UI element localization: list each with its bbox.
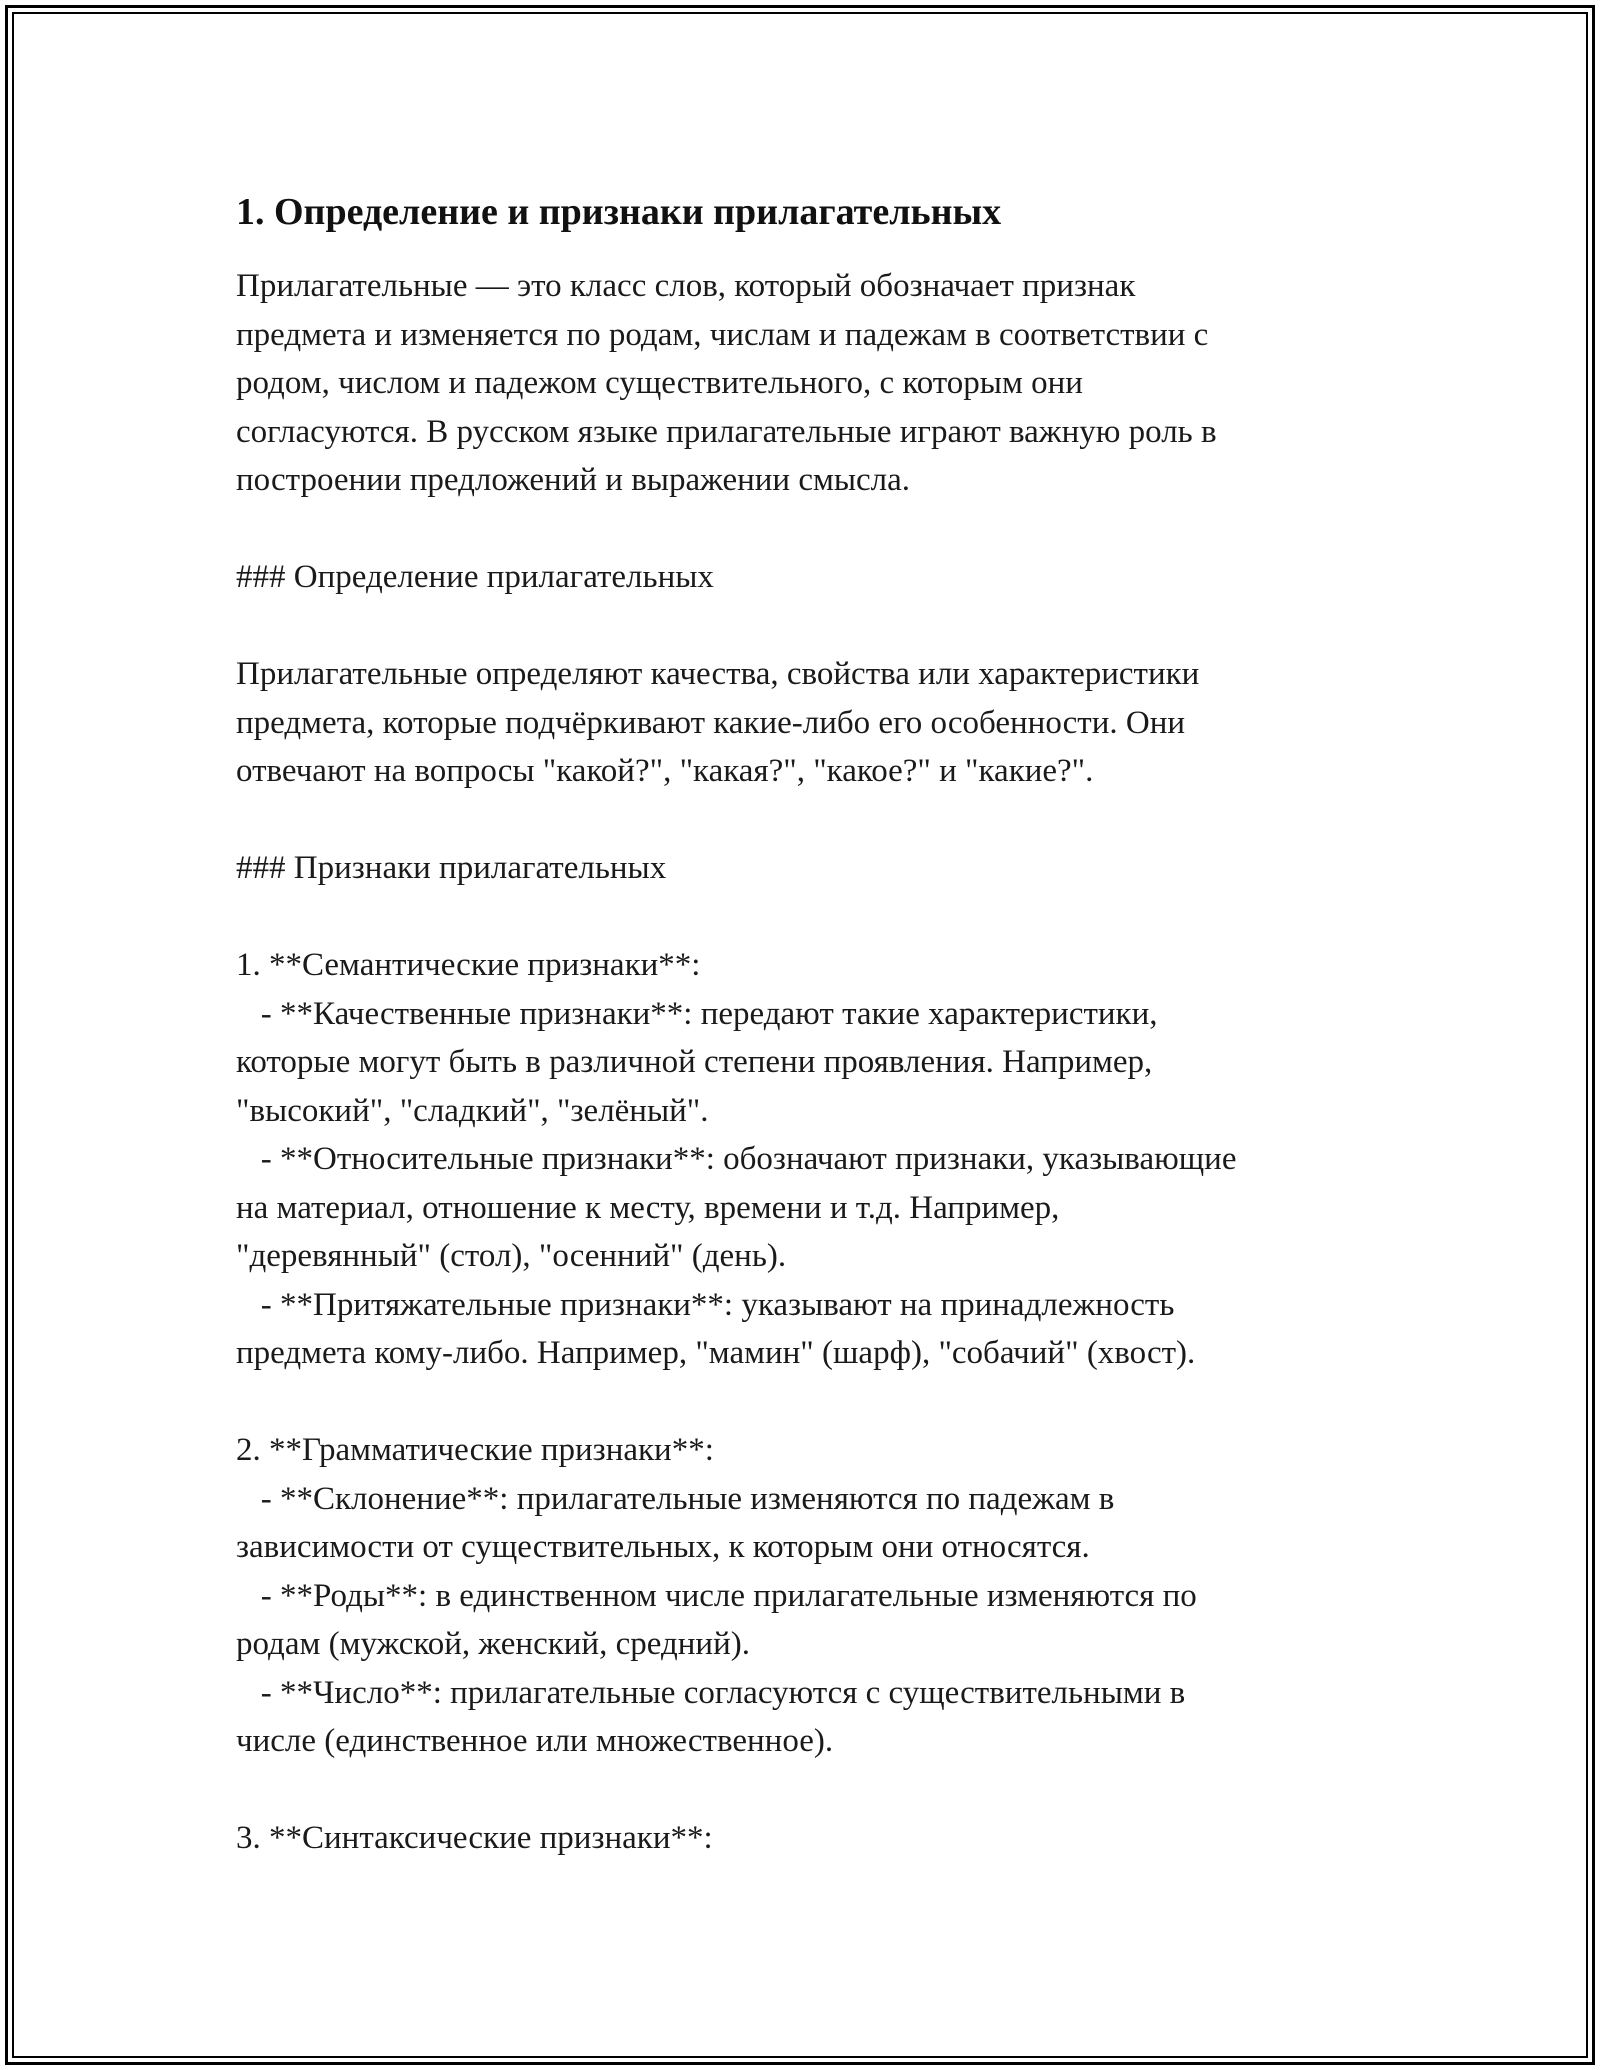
semantic-features-list: 1. **Семантические признаки**: - **Качественные признаки**: передают такие характеристики, которые могут быть в различной степени проявления. Например, "высокий", "сладкий", "зелёный". - **Относительные признаки**: обозначают признаки, указывающие на материал, отношение к месту, времени и т.д. Например, "деревянный" (стол), "осенний" (день). - **Притяжательные признаки**: указывают на принадлежность предмета кому-либо. Например, "мамин" (шарф), "собачий" (хвост). (236, 947, 1237, 1371)
paragraph-spacer (236, 1766, 1366, 1815)
document-body (236, 188, 1366, 1863)
syntactic-features-heading: 3. **Синтаксические признаки**: (236, 1820, 713, 1856)
paragraph-spacer (236, 602, 1366, 651)
paragraph-spacer (236, 893, 1366, 942)
intro-paragraph: Прилагательные — это класс слов, который обозначает признак предмета и изменяется по родам, числам и падежам в соответствии с родом, числом и падежом существительного, с которым они согласуются. В русском языке прилагательные играют важную роль в построении предложений и выражении смысла. (236, 268, 1217, 498)
section-heading-definition: ### Определение прилагательных (236, 559, 714, 595)
section-heading-features: ### Признаки прилагательных (236, 850, 667, 886)
grammatical-features-list: 2. **Грамматические признаки**: - **Склонение**: прилагательные изменяются по падежам в зависимости от существительных, к которым они относятся. - **Роды**: в единственном числе прилагательные изменяются по родам (мужской, женский, средний). - **Число**: прилагательные согласуются с существительными в числе (единственное или множественное). (236, 1432, 1197, 1759)
paragraph-spacer (236, 505, 1366, 554)
document-title: 1. Определение и признаки прилагательных (236, 191, 1002, 233)
paragraph-spacer (236, 1378, 1366, 1427)
paragraph-spacer (236, 796, 1366, 845)
definition-paragraph: Прилагательные определяют качества, свойства или характеристики предмета, которые подчёркивают какие-либо его особенности. Они отвечают на вопросы "какой?", "какая?", "какое?" и "какие?". (236, 656, 1200, 789)
